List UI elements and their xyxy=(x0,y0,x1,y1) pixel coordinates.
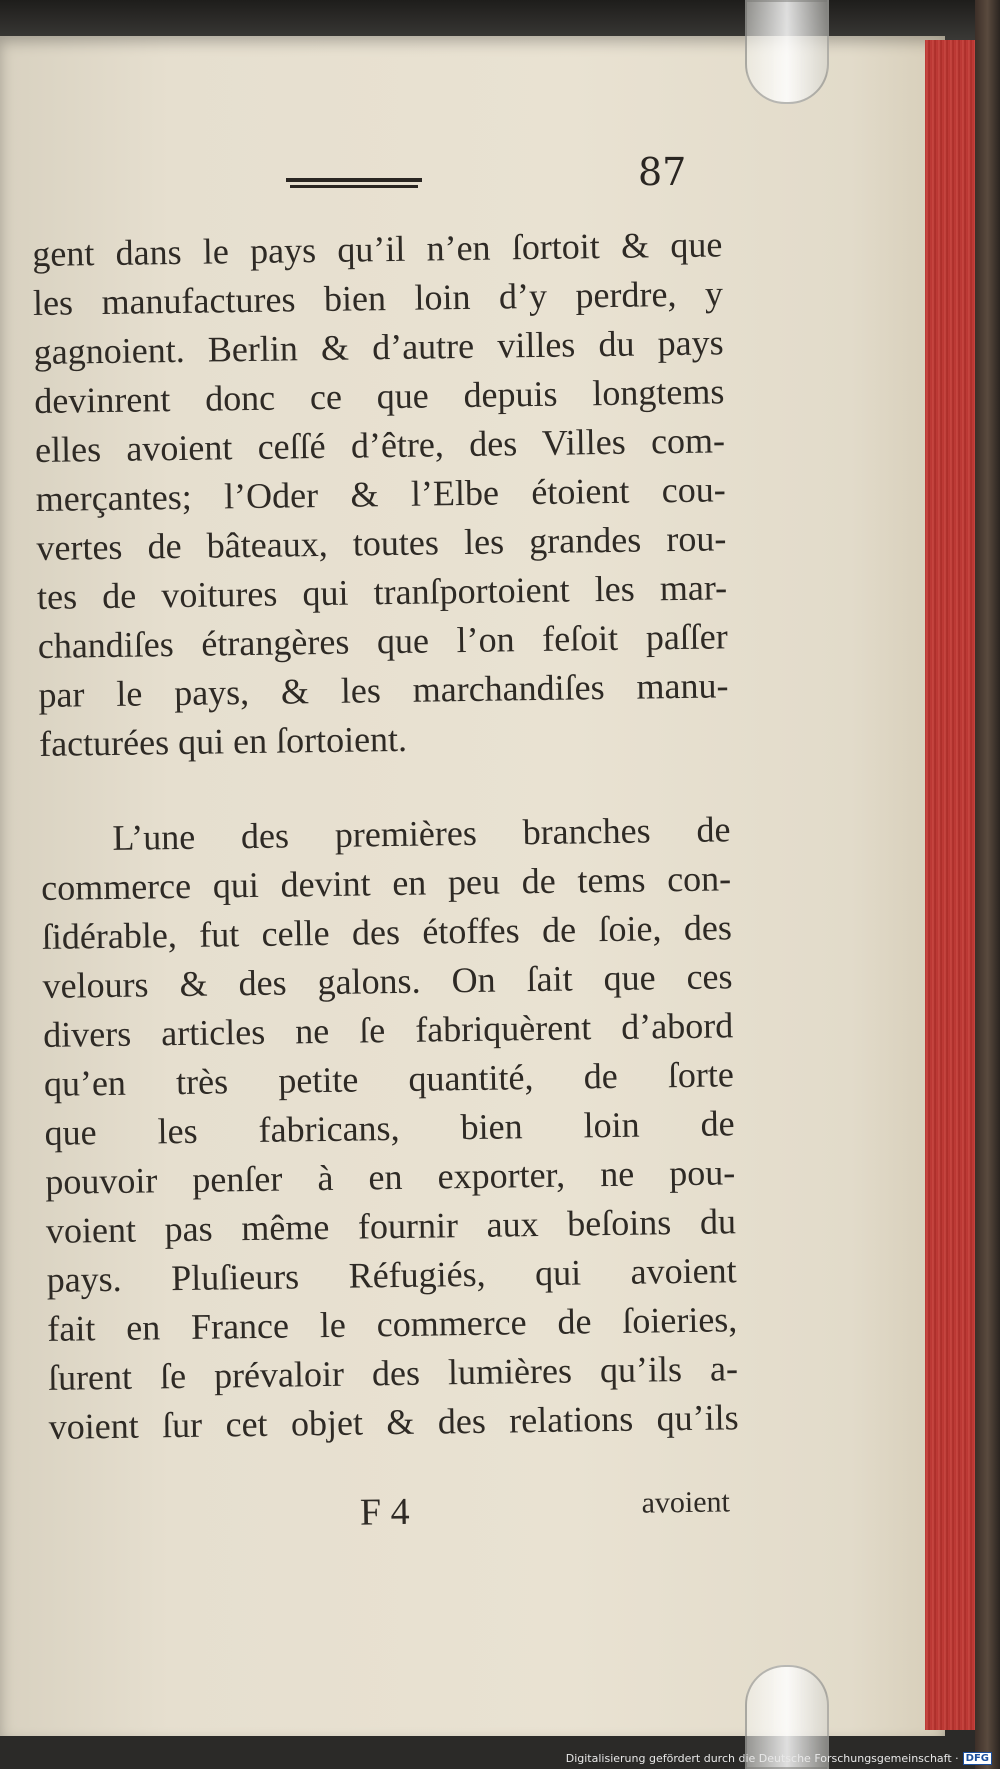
page-number: 87 xyxy=(638,150,687,194)
text-line: gagnoient. Berlin & d’autre villes du pays xyxy=(33,322,724,372)
text-line: velours & des galons. On ſait que ces xyxy=(42,956,733,1006)
page-footer xyxy=(360,1485,731,1540)
credit-text: Digitalisierung gefördert durch die Deutsche Forschungsgemeinschaft · xyxy=(565,1752,959,1765)
paragraph-1 xyxy=(32,220,729,769)
text-line: divers articles ne ſe fabriquèrent d’abord xyxy=(42,1005,734,1055)
red-page-edges xyxy=(925,40,975,1730)
text-line: merçantes; l’Oder & l’Elbe étoient cou- xyxy=(35,469,726,519)
text-line: voient pas même fournir aux beſoins du xyxy=(45,1201,737,1251)
text-line: ſurent ſe prévaloir des lumières qu’ils a- xyxy=(47,1348,739,1398)
signature-mark: F 4 xyxy=(359,1490,410,1534)
book-spine xyxy=(975,0,1000,1769)
text-line: que les fabricans, bien loin de xyxy=(44,1103,735,1153)
text-line: elles avoient ceſſé d’être, des Villes com- xyxy=(34,420,726,470)
text-line: gent dans le pays qu’il n’en ſortoit & que xyxy=(32,224,723,274)
header-ornament-rule xyxy=(286,178,422,190)
digitization-credit xyxy=(566,1752,992,1765)
text-line: facturées qui en ſortoient. xyxy=(38,718,408,764)
text-line: commerce qui devint en peu de tems con- xyxy=(40,858,732,908)
text-line: vertes de bâteaux, toutes les grandes rou- xyxy=(36,518,727,568)
dfg-logo: DFG xyxy=(963,1752,992,1765)
text-line: devinrent donc ce que depuis longtems xyxy=(34,371,725,421)
paragraph-2 xyxy=(40,805,739,1452)
text-line: fait en France le commerce de ſoieries, xyxy=(47,1299,738,1349)
text-line: L’une des premières branches de xyxy=(112,809,731,858)
text-line: chandiſes étrangères que l’on feſoit paſſer xyxy=(37,616,729,666)
body-text xyxy=(32,220,739,1452)
text-line: pouvoir penſer à en exporter, ne pou- xyxy=(45,1152,736,1202)
text-line: par le pays, & les marchandiſes manu- xyxy=(38,665,729,715)
text-line: pays. Pluſieurs Réfugiés, qui avoient xyxy=(46,1250,737,1300)
text-line: ſidérable, fut celle des étoffes de ſoie, des xyxy=(41,907,733,957)
text-line: voient ſur cet objet & des relations qu’ils xyxy=(48,1397,739,1447)
text-line: qu’en très petite quantité, de ſorte xyxy=(43,1054,735,1104)
glass-clip-top xyxy=(745,0,829,104)
catchword: avoient xyxy=(641,1485,731,1520)
text-line: tes de voitures qui tranſportoient les mar- xyxy=(36,567,728,617)
text-line: les manufactures bien loin d’y perdre, y xyxy=(32,273,724,323)
